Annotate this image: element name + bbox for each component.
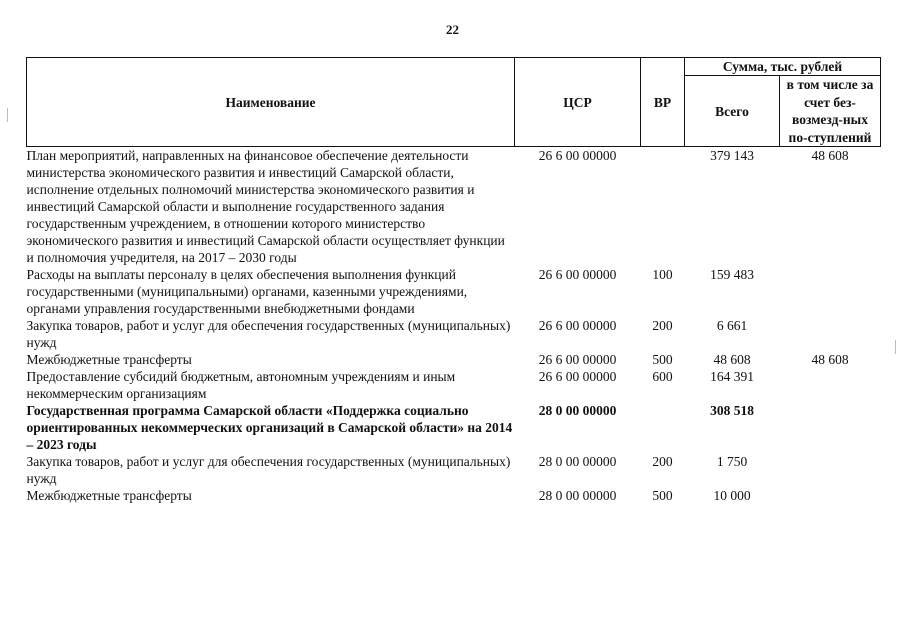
- row-name: Государственная программа Самарской области «Поддержка социально ориентированных некоммерческих организаций в Самарской области» на 2014 – 2023 годы: [26, 403, 513, 452]
- header-csr: ЦСР: [515, 58, 641, 147]
- row-vr: [641, 147, 685, 267]
- row-csr: 26 6 00 00000: [538, 369, 617, 384]
- row-vr: 200: [652, 454, 673, 469]
- row-vr: 600: [652, 369, 673, 384]
- table-row: [27, 317, 881, 351]
- row-vr: 500: [652, 352, 673, 367]
- row-csr: 28 0 00 00000: [538, 488, 617, 503]
- table-row: [27, 368, 881, 402]
- row-including: [780, 368, 881, 402]
- header-name: Наименование: [27, 58, 515, 147]
- row-total: 6 661: [716, 318, 748, 333]
- row-total: 48 608: [713, 352, 751, 367]
- row-total: 1 750: [716, 454, 748, 469]
- row-including: 48 608: [811, 352, 849, 367]
- row-name: Расходы на выплаты персоналу в целях обеспечения выполнения функций государственными (муниципальными) органами, казенными учреждениями, органами управления государственными внебюджетными фондами: [26, 267, 468, 316]
- row-including: [780, 317, 881, 351]
- row-including: [780, 266, 881, 317]
- table-row: [27, 453, 881, 487]
- row-csr: 26 6 00 00000: [538, 148, 617, 163]
- row-including: [780, 453, 881, 487]
- row-csr: 26 6 00 00000: [538, 318, 617, 333]
- row-name: Межбюджетные трансферты: [26, 488, 192, 503]
- budget-table: [26, 57, 881, 504]
- row-name: Закупка товаров, работ и услуг для обеспечения государственных (муниципальных) нужд: [26, 454, 511, 486]
- page-number: 22: [446, 22, 459, 37]
- row-csr: 28 0 00 00000: [538, 454, 617, 469]
- table-row: [27, 487, 881, 504]
- row-including: [780, 487, 881, 504]
- row-name: План мероприятий, направленных на финансовое обеспечение деятельности министерства экономического развития и инвестиций Самарской области, исполнение отдельных полномочий министерства экономического развития и инвестиций Самарской области и выполнение государственного задания государственным учреждением, в отношении которого министерство экономического развития и инвестиций Самарской области осуществляет функции и полномочия учредителя, на 2017 – 2030 годы: [26, 148, 505, 265]
- scan-mark: [895, 340, 896, 354]
- header-sum: Сумма, тыс. рублей: [685, 58, 881, 76]
- header-total: Всего: [685, 76, 780, 147]
- table-row: [27, 266, 881, 317]
- row-name: Межбюджетные трансферты: [26, 352, 192, 367]
- row-total: 10 000: [713, 488, 751, 503]
- row-total: 308 518: [710, 403, 754, 418]
- row-vr: 100: [652, 267, 673, 282]
- row-vr: 200: [652, 318, 673, 333]
- row-csr: 26 6 00 00000: [538, 267, 617, 282]
- row-including: 48 608: [811, 148, 849, 163]
- scan-mark: [7, 108, 8, 122]
- header-including: в том числе за счет без-возмезд-ных по-ступлений: [780, 76, 881, 147]
- row-name: Предоставление субсидий бюджетным, автономным учреждениям и иным некоммерческим организациям: [26, 369, 456, 401]
- row-including: [780, 402, 881, 453]
- row-vr: [641, 402, 685, 453]
- row-total: 159 483: [710, 267, 754, 282]
- row-total: 164 391: [710, 369, 754, 384]
- table-row: [27, 351, 881, 368]
- row-total: 379 143: [710, 148, 754, 163]
- row-name: Закупка товаров, работ и услуг для обеспечения государственных (муниципальных) нужд: [26, 318, 511, 350]
- table-row: [27, 147, 881, 267]
- header-vr: ВР: [641, 58, 685, 147]
- row-vr: 500: [652, 488, 673, 503]
- row-csr: 28 0 00 00000: [538, 403, 617, 418]
- table-row: [27, 402, 881, 453]
- row-csr: 26 6 00 00000: [538, 352, 617, 367]
